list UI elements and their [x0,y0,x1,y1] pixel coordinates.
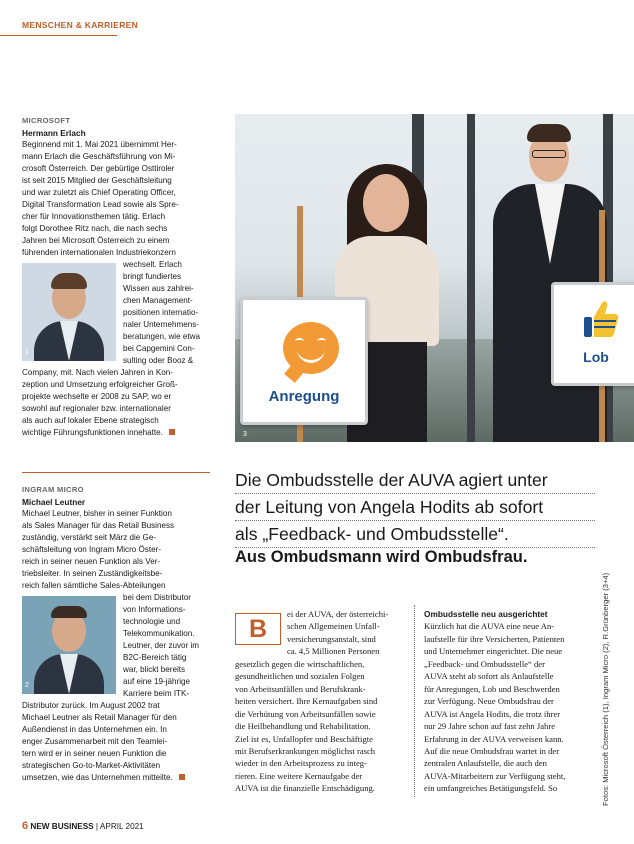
headline-line: Die Ombudsstelle der AUVA agiert unter [235,467,595,494]
article-line: die Heilbehandlung und Rehabilitation. [235,721,371,732]
bio-line: beratungen, wie etwa [123,332,200,341]
bio-line: zuständig, verstärkt seit März die Ge- [22,533,157,542]
window-frame [467,114,475,442]
sign-label: Lob [583,349,609,365]
bio-line: ist seit 2015 Mitglied der Geschäftsleitung [22,176,172,185]
profile-ingram-micro [22,484,210,784]
headline [235,467,595,548]
sign-anregung [240,297,368,425]
bio-line: als auch auf lokaler Ebene strategisch [22,416,159,425]
bio-line: naler Unternehmens- [123,320,200,329]
article-line: gesundheitlichen und sozialen Folgen [235,671,365,682]
bio-line: enger Zusammenarbeit mit den Teamlei- [22,737,168,746]
bio-line: auf eine 19-jährige [123,677,191,686]
dropcap: B [235,613,281,645]
profile-name: Hermann Erlach [22,128,86,138]
bio-line: bringt fundiertes [123,272,182,281]
photo-number: 1 [25,349,29,356]
profile-company: MICROSOFT [22,116,71,125]
bio-line: als Sales Manager für das Retail Business [22,521,175,530]
bio-line: crosoft Österreich. Der gebürtige Osttiroler [22,164,175,173]
bio-line: sulting oder Booz & [123,356,194,365]
bio-line: reich fallen sämtliche Sales-Abteilungen [22,581,166,590]
article-line: ei der AUVA, der österreichi- [287,609,389,619]
bio-line: Wissen aus zahlrei- [123,284,194,293]
bio-line: Distributor zurück. Im August 2002 trat [22,701,160,710]
article-line: heiten versichert. Ihre Kernaufgaben sind [235,696,378,707]
article-line: mit Berufserkrankungen möglichst rasch [235,745,376,756]
bio-line: tern wird er in seiner neuen Funktion die [22,749,167,758]
article-line: und Unternehmer eingerichtet. Die neue [424,646,563,657]
photo-number: 3 [243,431,247,438]
article-column-1 [235,608,408,795]
bio-line: positionen internatio- [123,308,199,317]
sign-lob [551,282,634,386]
article-line: rieren. Eine weitere Kernaufgabe der [235,770,363,781]
article-line: zentralen Anlaufstelle, die auch den [424,758,547,769]
bio-line: Michael Leutner, bisher in seiner Funktion [22,509,172,518]
page-footer [22,820,144,832]
magazine-name: NEW BUSINESS [30,822,94,831]
portrait-hermann-erlach [22,263,116,361]
article-line: Auf die neue Ombudsfrau wartet in der [424,745,560,756]
article-line: Erfahrung in der AUVA verweisen kann. [424,733,564,744]
article-line: „Feedback- und Ombudsstelle“ der [424,658,545,669]
bio-line: Michael Leutner als Retail Manager für den [22,713,177,722]
bio-line: folgt Dorothee Ritz nach, die nach sechs [22,224,168,233]
profile-microsoft [22,115,210,439]
bio-line: von Informations- [123,605,186,614]
hero-photo [235,114,634,442]
end-mark-icon [179,774,185,780]
end-mark-icon [169,429,175,435]
column-separator [414,605,415,797]
article-line: die Verhütung von Arbeitsunfällen sowie [235,708,376,719]
bio-line: bei dem Distributor [123,593,191,602]
bio-line: B2C-Bereich tätig [123,653,187,662]
bio-line: Karriere beim ITK- [123,689,190,698]
issue-date: APRIL 2021 [99,822,144,831]
profile-bio [22,139,210,439]
profile-bio [22,508,210,784]
glasses-icon [532,150,566,158]
article-line: zur Verfügung. Neue Ombudsfrau der [424,696,554,707]
profile-name: Michael Leutner [22,497,86,507]
bio-line: cher für Innovationsthemen tätig. Erlach [22,212,166,221]
bio-line: bei Capgemini Con- [123,344,195,353]
bio-line: zeption und Umsetzung erfolgreicher Groß- [22,380,178,389]
bio-line: chen Management- [123,296,193,305]
bio-line: wechselt. Erlach [123,260,182,269]
footer-separator: | [95,822,99,831]
bio-line: mann Erlach die Geschäftsführung von Mi- [22,152,176,161]
bio-line: Jahren bei Microsoft Österreich zu einem [22,236,170,245]
bio-line: schäftsleitung von Ingram Micro Öster- [22,545,161,554]
bio-line: und war zuletzt als Chief Operating Officer, [22,188,176,197]
thumbs-up-icon [582,299,620,339]
smiley-bubble-icon [283,322,339,374]
photo-number: 2 [25,682,29,689]
bio-line: reich in seiner neuen Funktion als Ver- [22,557,161,566]
article-line: AUVA ist Angela Hodits, die trotz ihrer [424,708,561,719]
headline-line: als „Feedback- und Ombudsstelle“. [235,521,595,548]
article-line: für Anregungen, Lob und Beschwerden [424,683,560,694]
article-line: AUVA steht ab sofort als Anlaufstelle [424,671,554,682]
section-label: MENSCHEN & KARRIEREN [22,20,139,30]
article-line: Kürzlich hat die AUVA eine neue An- [424,621,555,632]
section-rule [0,35,117,36]
bio-line: führenden internationalen Industriekonzern [22,248,176,257]
article-line: AUVA ist die finanzielle Entschädigung. [235,783,375,794]
bio-line: sowohl auf regionaler bzw. internationaler [22,404,171,413]
page-number: 6 [22,820,29,832]
sign-label: Anregung [268,388,340,405]
box-heading: Ombudsstelle neu ausgerichtet [424,609,548,619]
bio-line: triebsleiter. In seinen Zuständigkeitsbe- [22,569,163,578]
bio-line: Telekommunikation. [123,629,195,638]
bio-line: umsetzen, wie das Unternehmen mitteilte. [22,773,173,782]
bio-line: technologie und [123,617,181,626]
profile-company: INGRAM MICRO [22,485,84,494]
headline-line: der Leitung von Angela Hodits ab sofort [235,494,595,521]
bio-line: strategischen Go-to-Market-Aktivitäten [22,761,161,770]
bio-line: projekte wechselte er 2008 zu SAP, wo er [22,392,172,401]
article-line: ein umfangreiches Betätigungsfeld. So [424,783,558,794]
portrait-michael-leutner [22,596,116,694]
bio-line: war, blickt bereits [123,665,186,674]
bio-line: Digital Transformation Lead sowie als Spre- [22,200,179,209]
article-line: nur 29 Jahre schon auf fast zehn Jahre [424,721,556,732]
article-line: versicherungsanstalt, sind [287,633,376,644]
bio-line: Company, mit. Nach vielen Jahren in Kon- [22,368,174,377]
article-line: laufstelle für ihre Versicherten, Patienten [424,633,565,644]
article-column-2 [424,608,596,795]
article-line: von Arbeitsunfällen und Berufskrank- [235,683,366,694]
article-line: Ziel ist es, Unfallopfer und Beschäftigte [235,733,373,744]
article-line: schen Allgemeinen Unfall- [287,621,380,632]
photo-credit: Fotos: Microsoft Österreich (1), Ingram Micro (2), R.Grünberger (3+4) [601,572,610,806]
profile-divider [22,472,210,473]
subheadline: Aus Ombudsmann wird Ombudsfrau. [235,548,528,566]
bio-line: wichtige Führungsfunktionen innehatte. [22,428,163,437]
bio-line: Leutner, der zuvor im [123,641,200,650]
bio-line: Außendienst in das Unternehmen ein. In [22,725,167,734]
article-line: gesetzlich gegen die wirtschaftlichen, [235,658,365,669]
article-line: ca. 4,5 Millionen Personen [287,646,380,657]
bio-line: Beginnend mit 1. Mai 2021 übernimmt Her- [22,140,177,149]
article-line: wieder in den Arbeitsprozess zu integ- [235,758,367,769]
article-line: AUVA-Mitarbeitern zur Verfügung steht, [424,770,566,781]
